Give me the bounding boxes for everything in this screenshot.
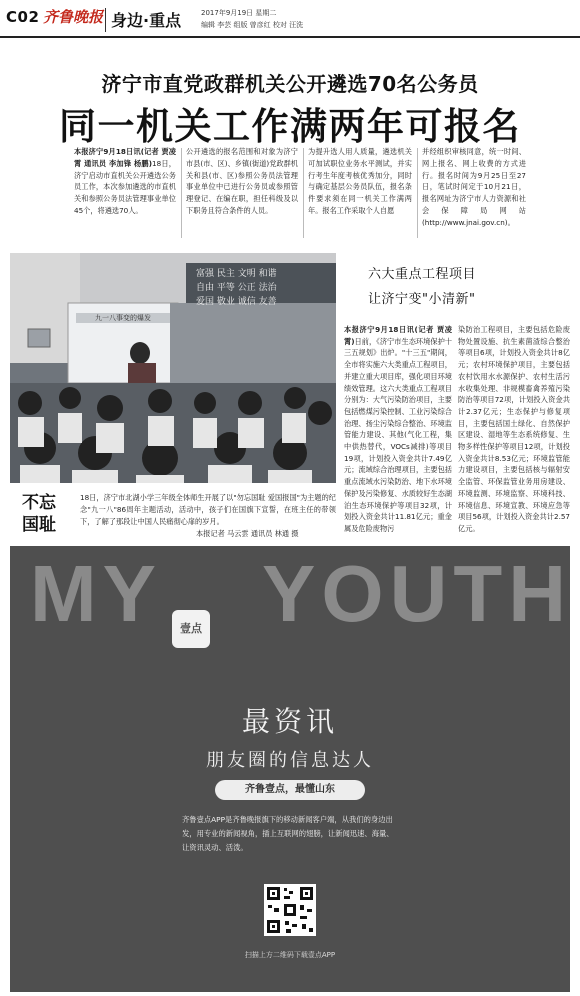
qr-code-icon bbox=[264, 884, 316, 936]
app-logo bbox=[172, 610, 210, 648]
slogan-line: 自由 平等 公正 法治 bbox=[196, 283, 277, 293]
ad-description: 齐鲁壹点APP是齐鲁晚报旗下的移动新闻客户端，从我们的身边出发，用专业的新闻视角，插上互联网的翅膀，让新闻迅速、海量、让资讯灵动、活泼。 bbox=[182, 815, 394, 852]
lead-headline: 同一机关工作满两年可报名 bbox=[59, 104, 521, 148]
project-column-2: 染防治工程项目，主要包括危险废物处置设施、抗生素菌渣综合整治等项目6项，计划投入资金共计8亿元；农村环境保护项目，主要包括农村饮用水水源保护、农村生活污水收集处理、非规模畜禽养殖污染防治等项目72项，计划投入资金共计2.37亿元；生态保护与修复项目，主要包括国土绿化、自然保护区建设、湿地等生态系统修复、生物多样性保护等项目12项，计划投入资金共计8.53亿元；环境监管能力建设项目，主要包括核与辐射安全监管、环保监管业务用房建设、环境监测、环境监察、环境科技、环境信息、环境宣教、环境应急等项目56项，计划投入资金共计2.57亿元。 bbox=[458, 325, 570, 533]
photo-caption: 18日，济宁市北湖小学三年级全体师生开展了以"勿忘国耻 爱国报国"为主题的纪念"九一八"86周年主题活动，活动中，孩子们在国旗下宣誓，在班主任的带领下，了解了那段让中国人民痛彻心扉的岁月。 bbox=[80, 493, 336, 526]
newspaper-logo: 齐鲁晚报 bbox=[43, 8, 104, 26]
column-rule bbox=[181, 148, 182, 238]
slogan-line: 富强 民主 文明 和谐 bbox=[196, 269, 277, 279]
lead-column-3: 为提升选人用人质量，遴选机关可加试职位业务水平测试，并实行考生年度考核优秀加分，同时与确定基层公务员队伍，报名条件要求须在同一机关工作满两年。报名工作采取个人自愿 bbox=[308, 147, 412, 215]
ad-word-my: MY bbox=[30, 549, 162, 638]
classroom-photo bbox=[10, 253, 336, 483]
ad-title: 最资讯 bbox=[241, 705, 338, 738]
slogan-line: 爱国 敬业 诚信 友善 bbox=[196, 297, 277, 307]
header-divider bbox=[105, 8, 106, 32]
classroom-slogan-wall bbox=[196, 267, 332, 309]
issue-date: 2017年9月19日 星期二 bbox=[201, 9, 277, 17]
editorial-staff: 编辑 李芸 组版 曾彦红 校对 汪洗 bbox=[201, 21, 304, 29]
projector-screen-title: 九一八事变的爆发 bbox=[95, 314, 151, 322]
ad-slogan-badge: 齐鲁壹点，最懂山东 bbox=[215, 780, 365, 800]
project-col1-text: 日前，《济宁市生态环境保护十三五规划》出炉。"十三五"期间，全市将实施六大类重点工程项目，并建立重大项目库，强化项目环境绩效管理。这六大类重点工程项目分别为：大气污染防治项目，主要包括燃煤污染控制、工业污染综合治理、扬尘污染综合整治、环境监管能力建设、其他(气化工程，集中供热替代，VOCs减排)等项目19项，计划投入资金共计7.49亿元；流域综合治理项目，主要包括重点流域水污染防治、地下水环境保护及污染修复、水质较好生态湖泊生态环境保护等项目32项，计划投入资金共计11.81亿元；重金属及危险废物污 bbox=[344, 336, 452, 533]
project-byline: 本报济宁9月18日讯(记者 贾凌霄) bbox=[344, 325, 452, 346]
feature-title-line: 不忘 bbox=[22, 493, 56, 513]
photo-feature-title bbox=[22, 492, 56, 536]
photo-credit: 本报记者 马云雲 通讯员 林通 摄 bbox=[196, 529, 299, 538]
lead-col1-text: 18日，济宁启动市直机关公开遴选公务员工作，本次参加遴选的市直机关和参照公务员法管理事业单位45个，将遴选70人。 bbox=[74, 158, 176, 215]
lead-kicker: 济宁市直党政群机关公开遴选70名公务员 bbox=[101, 72, 479, 96]
lead-byline: 本报济宁9月18日讯(记者 贾凌霄 通讯员 李加锋 杨鹏) bbox=[74, 147, 176, 168]
lead-column-1 bbox=[74, 146, 176, 217]
column-rule bbox=[417, 148, 418, 238]
column-rule bbox=[303, 148, 304, 238]
lead-column-2: 公开遴选的报名范围和对象为济宁市县(市、区)、乡镇(街道)党政群机关和县(市、区)参照公务员法管理事业单位中已进行公务员或参照管理登记、在编在职，担任科级及以下职务且符合条件的人员。 bbox=[186, 147, 298, 215]
project-subheadline: 让济宁变"小清新" bbox=[368, 292, 476, 307]
ad-word-youth: YOUTH bbox=[262, 549, 572, 638]
header-rule bbox=[0, 36, 580, 38]
page-number: C02 bbox=[6, 8, 40, 26]
download-qr-code[interactable] bbox=[264, 884, 316, 936]
feature-title-line: 国耻 bbox=[22, 515, 56, 535]
lead-column-4: 并经组织审核同意，统一时间、网上报名、网上收费的方式进行。报名时间为9月25日至27日，笔试时间定于10月21日，报名网址为济宁市人力资源和社会保障局网站(http://www.jnai.gov.cn)。 bbox=[422, 147, 526, 227]
project-headline: 六大重点工程项目 bbox=[368, 267, 477, 282]
qr-caption: 扫描上方二维码下载壹点APP bbox=[244, 951, 336, 959]
section-title: 身边·重点 bbox=[111, 11, 182, 30]
ad-subtitle: 朋友圈的信息达人 bbox=[206, 750, 374, 771]
app-logo-text: 壹点 bbox=[180, 622, 202, 635]
project-column-1 bbox=[344, 324, 452, 535]
